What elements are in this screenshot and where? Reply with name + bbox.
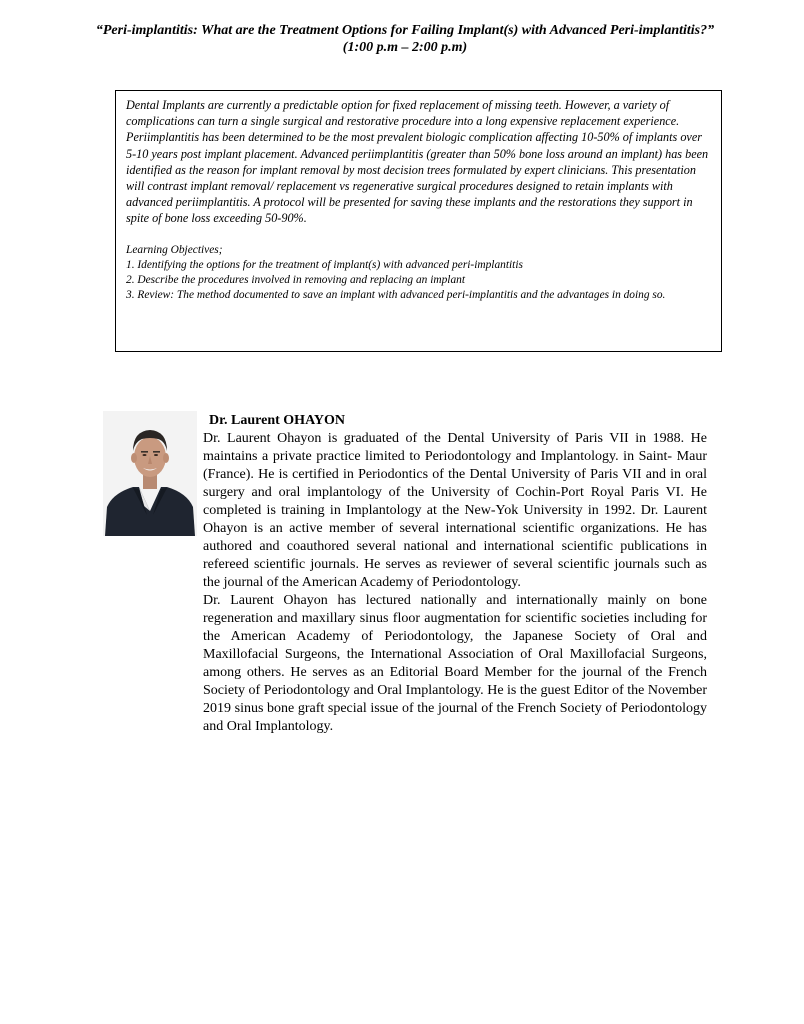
abstract-box (115, 90, 722, 352)
speaker-portrait-image (103, 411, 197, 536)
speaker-name: Dr. Laurent OHAYON (209, 413, 346, 428)
title-main: “Peri-implantitis: What are the Treatment Options for Failing Implant(s) with Advanced Peri-implantitis?” (95, 23, 715, 38)
presentation-title (90, 22, 720, 56)
session-time: (1:00 p.m – 2:00 p.m) (342, 40, 468, 55)
objective-item: 1. Identifying the options for the treatment of implant(s) with advanced peri-implantitis (126, 258, 523, 271)
learning-objectives (126, 243, 709, 303)
bio-paragraph (203, 430, 707, 592)
speaker-photo (103, 411, 197, 536)
objective-item: 2. Describe the procedures involved in removing and replacing an implant (126, 273, 466, 286)
bio-paragraph-1-text: Dr. Laurent Ohayon is graduated of the Dental University of Paris VII in 1988. He maintains a private practice limited to Periodontology and Implantology. in Saint- Maur (France). He is certified in Periodontics of the Dental University of Paris VII and in oral surgery and oral implantology of the University of Cochin-Port Royal Paris VI. He completed is training in Implantology at the New-Yok University in 1992. Dr. Laurent Ohayon is an active member of several international scientific organizations. He has authored and coauthored several national and international scientific publications in refereed scientific journals. He serves as reviewer of several scientific journals such as the journal of the American Academy of Periodontology. (203, 431, 707, 590)
bio-paragraph-2-text: Dr. Laurent Ohayon has lectured nationally and internationally mainly on bone regeneration and maxillary sinus floor augmentation for scientific societies including for the American Academy of Periodontology, the Japanese Society of Oral and Maxillofacial Surgeons, the International Association of Oral Maxillofacial Surgeons, among others. He serves as an Editorial Board Member for the journal of the French Society of Periodontology and Oral Implantology. He is the guest Editor of the November 2019 sinus bone graft special issue of the journal of the French Society of Periodontology and Oral Implantology. (203, 593, 707, 734)
abstract-text: Dental Implants are currently a predictable option for fixed replacement of missing teeth. However, a variety of complications can turn a single surgical and restorative procedure into a long expensive replacement experience. Periimplantitis has been determined to be the most prevalent biologic complication affecting 10-50% of implants over 5-10 years post implant placement. Advanced periimplantitis (greater than 50% bone loss around an implant) has been identified as the reason for implant removal by most decision trees formulated by expert clinicians. This presentation will contrast implant removal/ replacement vs regenerative surgical procedures designed to retain implants with advanced periimplantitis. A protocol will be presented for saving these implants and the restorations they support in spite of bone loss exceeding 50-90%. (126, 98, 709, 226)
bio-paragraph (203, 592, 707, 736)
objective-item: 3. Review: The method documented to save an implant with advanced peri-implantitis and the advantages in doing so. (126, 288, 666, 301)
objectives-heading: Learning Objectives; (126, 243, 223, 256)
speaker-bio (203, 412, 707, 736)
